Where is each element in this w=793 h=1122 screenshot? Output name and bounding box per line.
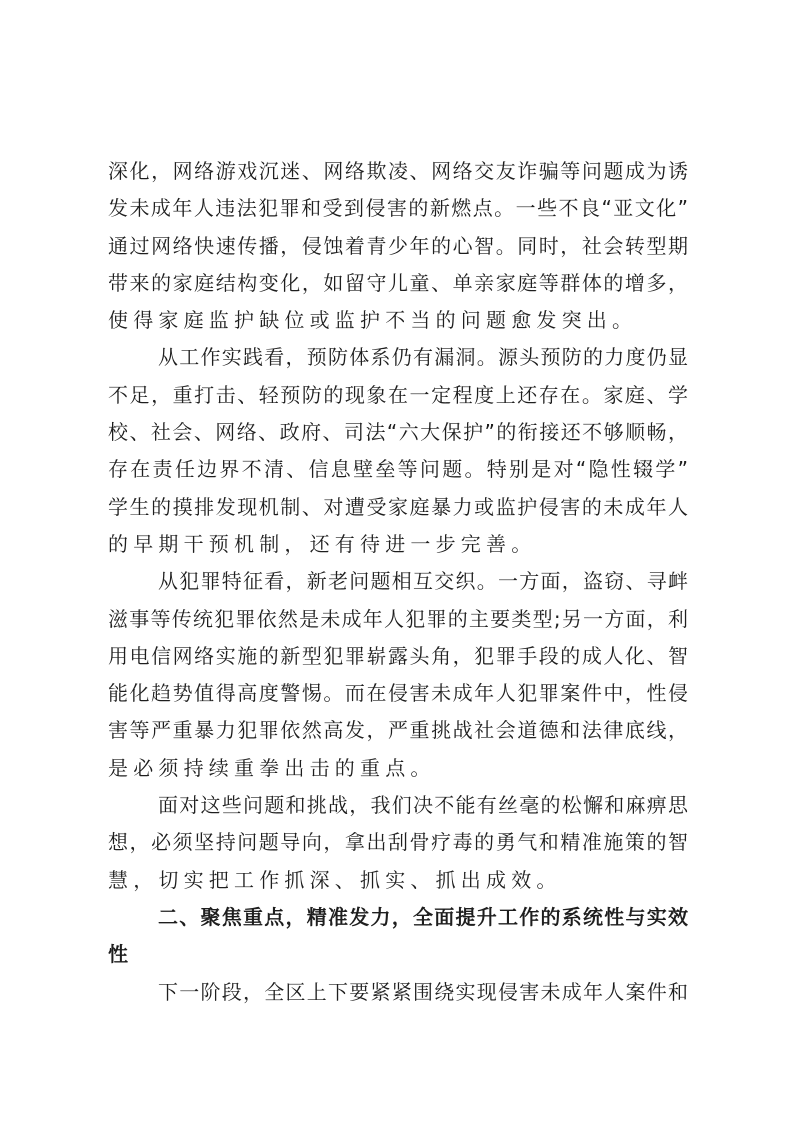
text-line: 面对这些问题和挑战，我们决不能有丝毫的松懈和麻痹思 (158, 793, 688, 818)
text-line: 深化，网络游戏沉迷、网络欺凌、网络交友诈骗等问题成为诱 (108, 159, 688, 183)
paragraph (108, 339, 688, 563)
text-line: 存在责任边界不清、信息壁垒等问题。特别是对“隐性辍学” (108, 457, 688, 482)
text-line: 是必须持续重拳出击的重点。 (108, 755, 436, 780)
text-line: 校、社会、网络、政府、司法“六大保护”的衔接还不够顺畅， (108, 420, 688, 445)
text-line: 想，必须坚持问题导向，拿出刮骨疗毒的勇气和精准施策的智 (108, 830, 688, 855)
text-line: 学生的摸排发现机制、对遭受家庭暴力或监护侵害的未成年人 (108, 494, 688, 519)
text-line: 下一阶段，全区上下要紧紧围绕实现侵害未成年人案件和 (158, 979, 688, 1004)
text-line: 发未成年人违法犯罪和受到侵害的新燃点。一些不良“亚文化” (108, 196, 688, 221)
text-line: 不足，重打击、轻预防的现象在一定程度上还存在。家庭、学 (108, 382, 688, 407)
text-line: 害等严重暴力犯罪依然高发，严重挑战社会道德和法律底线， (108, 718, 688, 743)
text-line: 性 (108, 942, 134, 967)
text-line: 慧，切实把工作抓深、抓实、抓出成效。 (108, 867, 562, 892)
section-heading (108, 899, 688, 974)
paragraph (108, 153, 688, 339)
paragraph (108, 563, 688, 787)
text-line: 从犯罪特征看，新老问题相互交织。一方面，盗窃、寻衅 (158, 569, 688, 594)
paragraph (108, 787, 688, 899)
text-line: 的早期干预机制，还有待进一步完善。 (108, 531, 537, 556)
text-line: 通过网络快速传播，侵蚀着青少年的心智。同时，社会转型期 (108, 233, 688, 258)
text-line: 二、聚焦重点，精准发力，全面提升工作的系统性与实效 (158, 904, 688, 929)
document-page (108, 153, 688, 1011)
text-line: 带来的家庭结构变化，如留守儿童、单亲家庭等群体的增多， (108, 270, 688, 295)
text-line: 滋事等传统犯罪依然是未成年人犯罪的主要类型;另一方面，利 (108, 606, 688, 631)
text-line: 用电信网络实施的新型犯罪崭露头角，犯罪手段的成人化、智 (108, 643, 688, 668)
text-line: 从工作实践看，预防体系仍有漏洞。源头预防的力度仍显 (158, 345, 688, 370)
paragraph (108, 974, 688, 1011)
text-line: 使得家庭监护缺位或监护不当的问题愈发突出。 (108, 308, 638, 333)
text-line: 能化趋势值得高度警惕。而在侵害未成年人犯罪案件中，性侵 (108, 681, 688, 706)
